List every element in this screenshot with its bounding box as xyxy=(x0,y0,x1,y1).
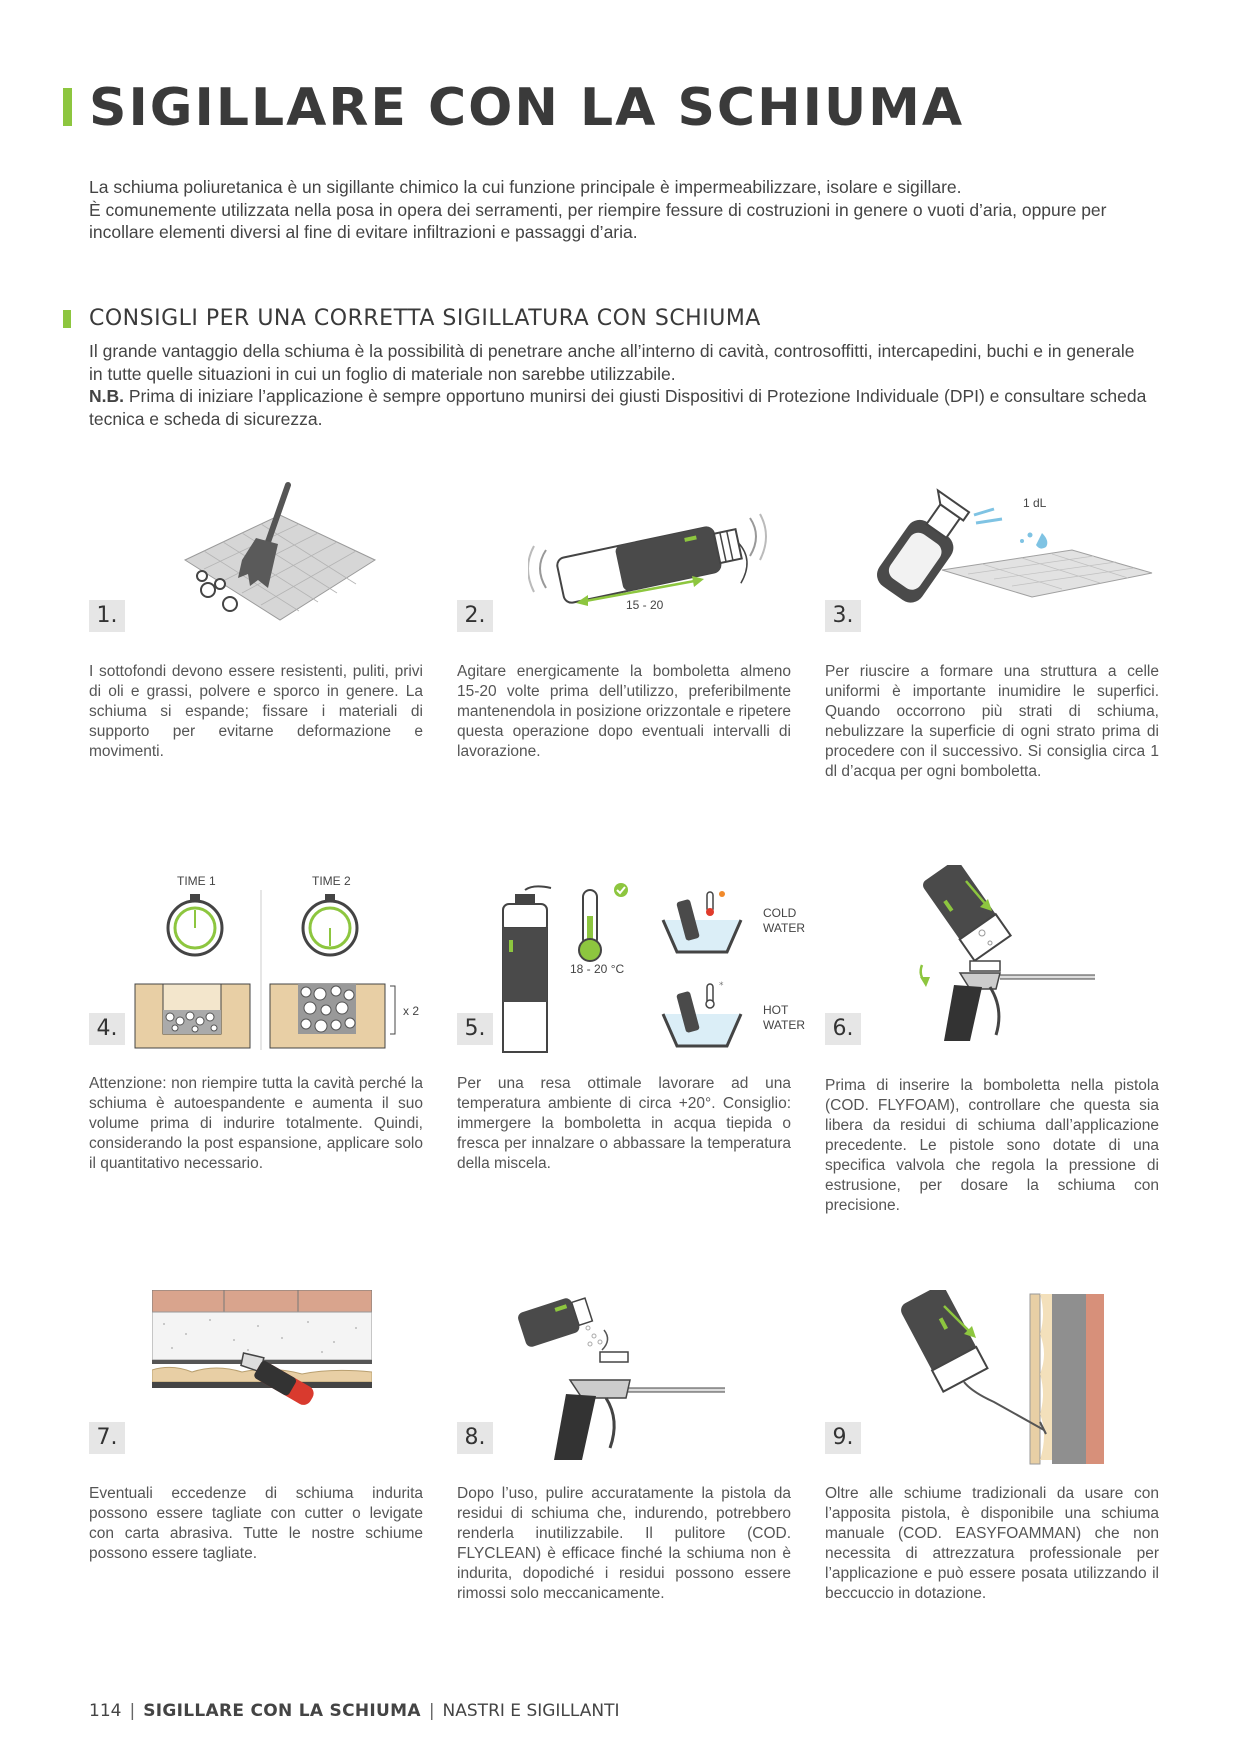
step-text: Dopo l’uso, pulire accuratamente la pistola da residui di schiuma che, indurendo, potrebbero renderla inutilizzabile. Il pulitore (COD. FLYCLEAN) è efficace finché la schiuma non è indurita, dopodiché i residui possono essere rimossi solo meccanicamente. xyxy=(457,1485,791,1602)
step-text: Oltre alle schiume tradizionali da usare con l’apposita pistola, è disponibile una schiuma manuale (COD. EASYFOAMMAN) che non necessita di attrezzatura professionale per l’applicazione e può essere posata utilizzando il beccuccio in dotazione. xyxy=(825,1485,1159,1602)
manual-foam-illustration xyxy=(880,1290,1110,1470)
footer-category: NASTRI E SIGILLANTI xyxy=(442,1701,620,1721)
time1-label: TIME 1 xyxy=(177,874,216,888)
spray-bottle-illustration xyxy=(872,485,1162,615)
expansion-illustration xyxy=(130,890,430,1050)
stopwatch-icon xyxy=(168,894,222,955)
step-text: I sottofondi devono essere resistenti, puliti, privi di oli e grassi, polvere e sporco in genere. La schiuma si espande; fissare i materiali di supporto per evitarne deformazione e movimenti. xyxy=(89,663,423,760)
section-title: CONSIGLI PER UNA CORRETTA SIGILLATURA CON SCHIUMA xyxy=(89,306,761,331)
step-number: 4. xyxy=(89,1013,125,1045)
hot-water-label xyxy=(763,1003,805,1033)
step-text: Agitare energicamente la bomboletta almeno 15-20 volte prima dell’utilizzo, preferibilmente mantenendola in posizione orizzontale e ripetere questa operazione dopo eventuali intervalli di lavorazione. xyxy=(457,663,791,760)
subtitle-accent-bar xyxy=(63,310,71,328)
step-text: Prima di inserire la bomboletta nella pistola (COD. FLYFOAM), controllare che questa sia libera da residui di schiuma dall’applicazione precedente. Le pistole sono dotate di una specifica valvola che regola la pressione di estrusione, per dosare la schiuma con precisione. xyxy=(825,1077,1159,1214)
nb-text: Prima di iniziare l’applicazione è sempre opportuno munirsi dei giusti Dispositivi di Protezione Individuale (DPI) e consultare scheda tecnica e scheda di sicurezza. xyxy=(89,386,1147,429)
water-amount-label: 1 dL xyxy=(1023,496,1047,510)
step-number: 9. xyxy=(825,1422,861,1454)
intro-line-1: La schiuma poliuretanica è un sigillante chimico la cui funzione principale è impermeabilizzare, isolare e sigillare. xyxy=(89,177,962,197)
cutter-illustration xyxy=(152,1290,372,1420)
page-footer: 114 | SIGILLARE CON LA SCHIUMA | NASTRI E SIGILLANTI xyxy=(89,1701,620,1721)
page-number: 114 xyxy=(89,1701,122,1721)
step-number: 6. xyxy=(825,1013,861,1045)
step-text: Per una resa ottimale lavorare ad una temperatura ambiente di circa +20°. Consiglio: immergere la bomboletta in acqua tiepida o fresca per innalzare o abbassare la temperatura della miscela. xyxy=(457,1075,791,1172)
section-para-1: Il grande vantaggio della schiuma è la possibilità di penetrare anche all’interno di cavità, controsoffitti, intercapedini, buchi e in generale in tutte quelle situazioni in cui un foglio di materiale non sarebbe utilizzabile. xyxy=(89,341,1135,384)
page-title: SIGILLARE CON LA SCHIUMA xyxy=(89,78,965,138)
step-text: Per riuscire a formare una struttura a celle uniformi è importante inumidire le superfici. Quando occorrono più strati di schiuma, nebulizzare la superficie di ogni strato prima di procedere con il successivo. Si consiglia circa 1 dl d’acqua per ogni bomboletta. xyxy=(825,663,1159,780)
section-nb xyxy=(89,385,1149,430)
water-label: WATER xyxy=(763,1018,805,1032)
step-number: 3. xyxy=(825,600,861,632)
gun-cleaning-illustration xyxy=(510,1290,740,1465)
temp-range-label: 18 - 20 °C xyxy=(570,962,625,976)
thermometer-icon xyxy=(579,890,601,961)
foam-gun-illustration xyxy=(900,865,1110,1050)
section-body xyxy=(89,340,1149,430)
sweeping-illustration xyxy=(180,480,380,630)
step-number: 8. xyxy=(457,1422,493,1454)
times-two-label: x 2 xyxy=(403,1004,420,1018)
step-text: Eventuali eccedenze di schiuma indurita possono essere tagliate con cutter o levigate con carta abrasiva. Tutte le nostre schiume possono essere tagliate. xyxy=(89,1485,423,1562)
nb-label: N.B. xyxy=(89,386,124,406)
hot-label: HOT xyxy=(763,1003,789,1017)
shake-range-label: 15 - 20 xyxy=(626,598,664,612)
water-label: WATER xyxy=(763,921,805,935)
svg-text:*: * xyxy=(719,981,724,991)
intro-text xyxy=(89,176,1149,244)
step-number: 7. xyxy=(89,1422,125,1454)
step-text: Attenzione: non riempire tutta la cavità perché la schiuma è autoespandente e aumenta il suo volume prima di indurire totalmente. Quindi, considerando la post espansione, applicare solo il quantitativo necessario. xyxy=(89,1075,423,1172)
step-number: 2. xyxy=(457,600,493,632)
step-number: 1. xyxy=(89,600,125,632)
cold-label: COLD xyxy=(763,906,797,920)
time2-label: TIME 2 xyxy=(312,874,351,888)
footer-section: SIGILLARE CON LA SCHIUMA xyxy=(143,1701,421,1721)
step-number: 5. xyxy=(457,1013,493,1045)
intro-line-2: È comunemente utilizzata nella posa in opera dei serramenti, per riempire fessure di costruzioni in genere o vuoti d’aria, oppure per incollare elementi diversi al fine di evitare infiltrazioni e passaggi d’aria. xyxy=(89,199,1107,242)
cold-water-label xyxy=(763,906,805,936)
title-accent-bar xyxy=(63,88,72,126)
